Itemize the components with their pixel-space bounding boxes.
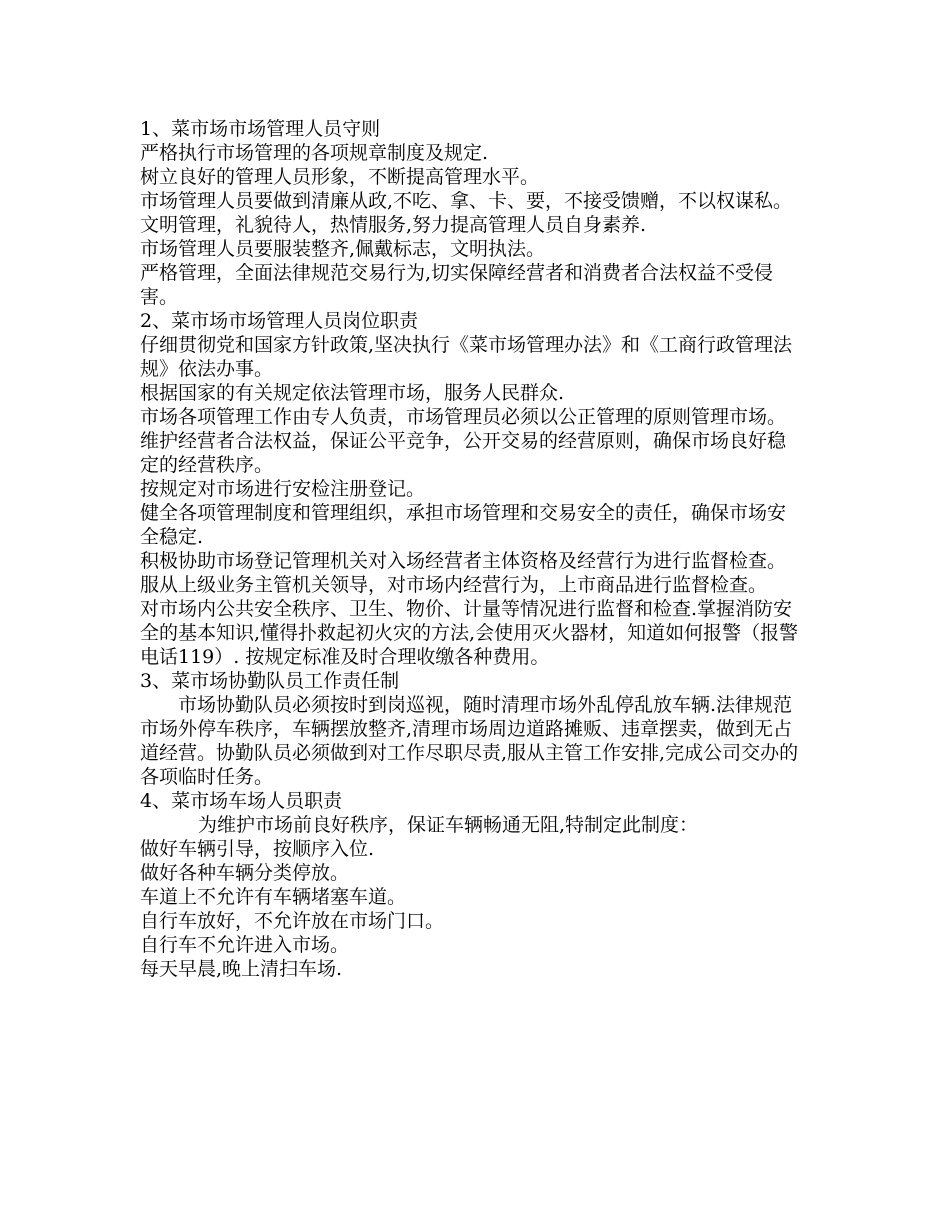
paragraph: 市场各项管理工作由专人负责，市场管理员必须以公正管理的原则管理市场。 [140, 406, 787, 428]
paragraph: 做好各种车辆分类停放。 [140, 862, 350, 884]
section-heading-1: 1、菜市场市场管理人员守则 [140, 118, 381, 140]
section-heading-4: 4、菜市场车场人员职责 [140, 790, 343, 812]
paragraph: 每天早晨,晚上清扫车场. [140, 958, 343, 980]
section-heading-2: 2、菜市场市场管理人员岗位职责 [140, 310, 419, 332]
paragraph: 自行车不允许进入市场。 [140, 934, 350, 956]
paragraph: 市场管理人员要做到清廉从政,不吃、拿、卡、要，不接受馈赠，不以权谋私。 [140, 190, 793, 212]
paragraph: 车道上不允许有车辆堵塞车道。 [140, 886, 407, 908]
paragraph: 做好车辆引导，按顺序入位. [140, 838, 375, 860]
paragraph: 对市场内公共安全秩序、卫生、物价、计量等情况进行监督和检查.掌握消防安全的基本知识,懂得扑救起初火灾的方法,会使用灭火器材，知道如何报警（报警电话119）. 按规定标准及时合理收缴各种费用。 [140, 598, 799, 668]
paragraph: 维护经营者合法权益，保证公平竞争，公开交易的经营原则，确保市场良好稳定的经营秩序。 [140, 430, 787, 476]
paragraph: 自行车放好，不允许放在市场门口。 [140, 910, 445, 932]
paragraph: 根据国家的有关规定依法管理市场，服务人民群众. [140, 382, 565, 404]
section-heading-3: 3、菜市场协勤队员工作责任制 [140, 670, 400, 692]
paragraph: 树立良好的管理人员形象，不断提高管理水平。 [140, 166, 540, 188]
paragraph: 市场管理人员要服装整齐,佩戴标志，文明执法。 [140, 238, 546, 260]
paragraph: 严格管理，全面法律规范交易行为,切实保障经营者和消费者合法权益不受侵害。 [140, 262, 774, 308]
paragraph: 按规定对市场进行安检注册登记。 [140, 478, 426, 500]
paragraph: 为维护市场前良好秩序，保证车辆畅通无阻,特制定此制度： [198, 814, 699, 836]
document-page [140, 117, 802, 981]
paragraph: 市场协勤队员必须按时到岗巡视，随时清理市场外乱停乱放车辆.法律规范市场外停车秩序，车辆摆放整齐,清理市场周边道路摊贩、违章摆卖，做到无占道经营。协勤队员必须做到对工作尽职尽责,服从主管工作安排,完成公司交办的各项临时任务。 [140, 694, 799, 788]
paragraph: 严格执行市场管理的各项规章制度及规定. [140, 142, 489, 164]
paragraph: 健全各项管理制度和管理组织，承担市场管理和交易安全的责任，确保市场安全稳定. [140, 502, 787, 548]
paragraph: 服从上级业务主管机关领导，对市场内经营行为，上市商品进行监督检查。 [140, 574, 768, 596]
paragraph: 积极协助市场登记管理机关对入场经营者主体资格及经营行为进行监督检查。 [140, 550, 787, 572]
paragraph: 文明管理，礼貌待人，热情服务,努力提高管理人员自身素养. [140, 214, 647, 236]
paragraph: 仔细贯彻党和国家方针政策,坚决执行《菜市场管理办法》和《工商行政管理法规》依法办事。 [140, 334, 793, 380]
